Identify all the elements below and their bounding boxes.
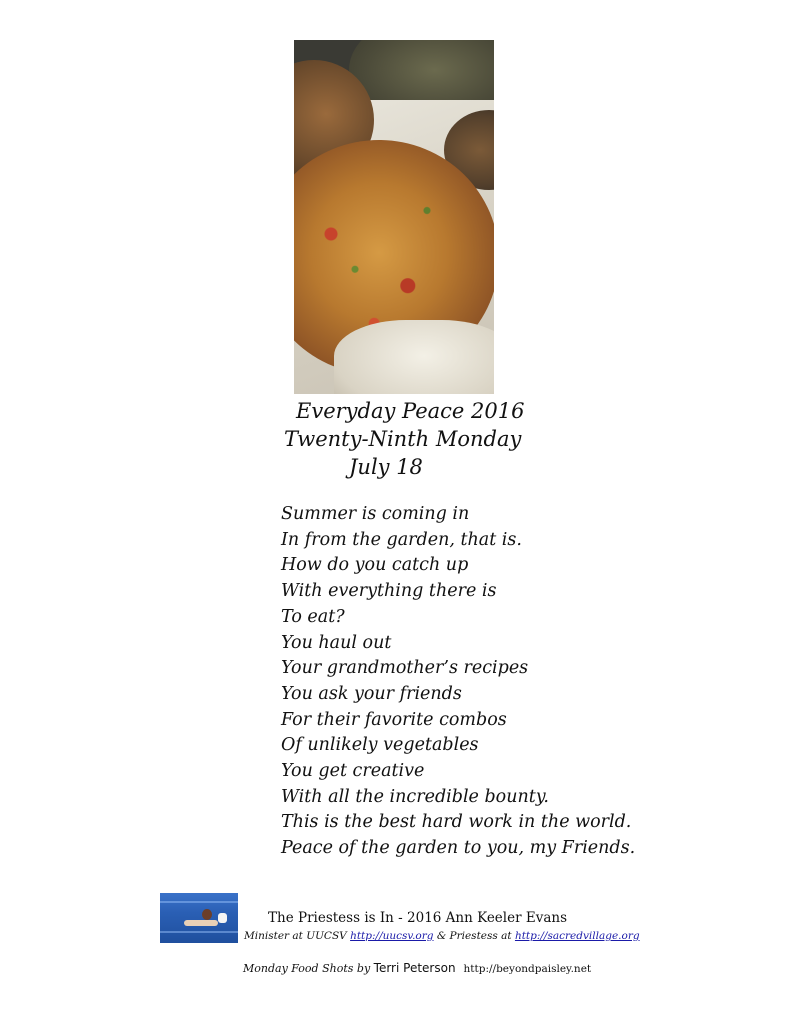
- minister-prefix: Minister at UUCSV: [244, 930, 351, 942]
- poem-line: You get creative: [281, 761, 425, 782]
- poem-line: Peace of the garden to you, my Friends.: [281, 838, 636, 859]
- swim-float: [218, 913, 227, 923]
- vegetable-fritter-photo: [294, 40, 494, 394]
- swimmer-photo: [160, 893, 238, 943]
- swimmer-head: [202, 909, 212, 920]
- author-byline: The Priestess is In - 2016 Ann Keeler Evans: [268, 910, 568, 926]
- water-ripple: [160, 931, 238, 933]
- poem-line: With everything there is: [281, 581, 497, 602]
- uucsv-link[interactable]: http://uucsv.org: [350, 930, 434, 942]
- page-date: July 18: [349, 455, 423, 479]
- poem-line: You haul out: [281, 632, 392, 653]
- page-title: Everyday Peace 2016: [296, 399, 525, 423]
- priestess-prefix: & Priestess at: [433, 930, 515, 942]
- poem-line: Summer is coming in: [281, 504, 470, 524]
- swimmer-body: [184, 920, 218, 926]
- poem-line: In from the garden, that is.: [281, 529, 522, 550]
- poem-line: This is the best hard work in the world.: [281, 812, 632, 833]
- photo-credit-prefix: Monday Food Shots by: [243, 962, 374, 975]
- sacredvillage-link[interactable]: http://sacredvillage.org: [514, 930, 640, 942]
- photo-credit: [243, 961, 591, 975]
- poem-line: Your grandmother’s recipes: [281, 658, 529, 679]
- minister-line: [244, 930, 640, 942]
- poem-line: You ask your friends: [281, 683, 462, 704]
- poem-line: With all the incredible bounty.: [281, 786, 549, 807]
- photographer-url: http://beyondpaisley.net: [463, 963, 592, 975]
- poem: [281, 502, 635, 862]
- photographer-name: Terri Peterson: [373, 961, 456, 975]
- poem-line: For their favorite combos: [281, 709, 507, 730]
- poem-line: Of unlikely vegetables: [281, 735, 479, 756]
- paper-towel-fold: [334, 320, 494, 394]
- water-ripple: [160, 901, 238, 903]
- poem-line: To eat?: [281, 606, 345, 627]
- page-subtitle: Twenty-Ninth Monday: [284, 427, 522, 451]
- poem-line: How do you catch up: [281, 555, 469, 576]
